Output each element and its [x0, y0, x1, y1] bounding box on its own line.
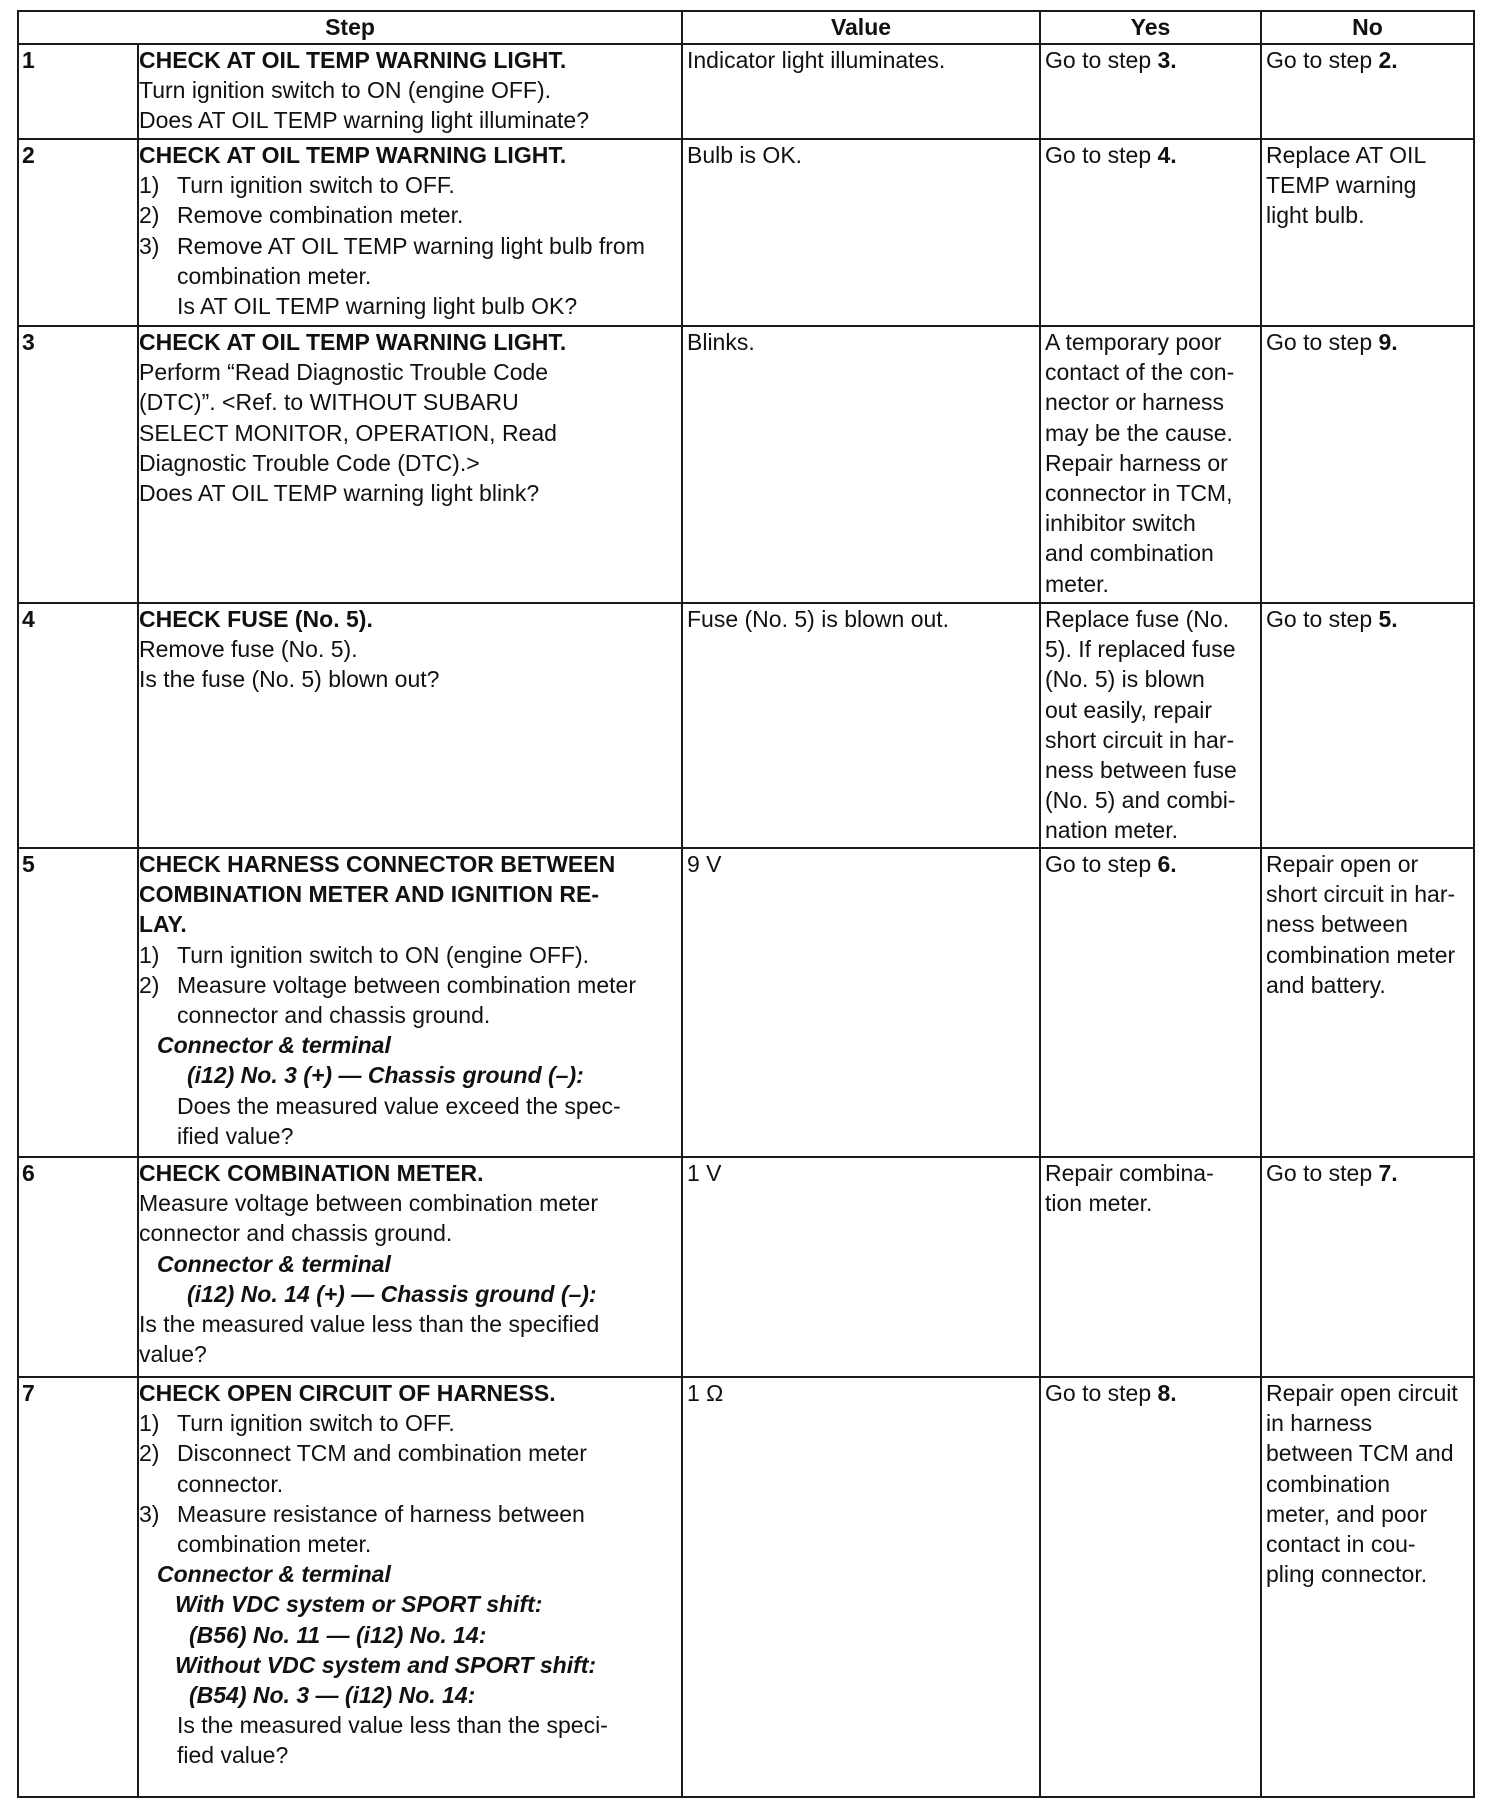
yes-text: A temporary poor [1045, 329, 1222, 355]
step-cell [138, 1157, 682, 1377]
value-cell: Bulb is OK. [682, 139, 1040, 326]
yes-text: and combination [1045, 540, 1214, 567]
no-cell [1261, 1377, 1474, 1797]
no-cell [1261, 44, 1474, 139]
yes-step-ref: 6. [1157, 851, 1177, 877]
yes-prefix: Go to step [1045, 142, 1158, 168]
step-title: CHECK COMBINATION METER. [139, 1160, 484, 1186]
no-step-ref: 2. [1378, 47, 1398, 73]
connector-terminal-label: Connector & terminal [157, 1250, 391, 1277]
header-yes: Yes [1040, 11, 1261, 44]
step-question: Does the measured value exceed the spec- [177, 1092, 621, 1119]
no-text: ness between [1266, 911, 1408, 938]
no-step-ref: 7. [1378, 1160, 1398, 1186]
value-cell: Blinks. [682, 326, 1040, 603]
step-cell [138, 848, 682, 1157]
connector-terminal-value: (i12) No. 3 (+) — Chassis ground (–): [187, 1062, 584, 1089]
connector-terminal-condition: With VDC system or SPORT shift: [175, 1591, 543, 1618]
no-text: and battery. [1266, 971, 1386, 998]
step-cell [138, 139, 682, 326]
no-prefix: Go to step [1266, 606, 1379, 632]
yes-text: Repair combina- [1045, 1160, 1214, 1186]
no-text: TEMP warning [1266, 172, 1417, 199]
step-cell [138, 1377, 682, 1797]
no-cell [1261, 1157, 1474, 1377]
step-item: 3) Measure resistance of harness between combination meter. [139, 1500, 585, 1558]
yes-step-ref: 4. [1157, 142, 1177, 168]
step-item: 1) Turn ignition switch to ON (engine OFF). [139, 941, 590, 968]
yes-text: tion meter. [1045, 1190, 1153, 1217]
yes-text: Replace fuse (No. [1045, 606, 1230, 632]
step-item: 2) Disconnect TCM and combination meter connector. [139, 1440, 587, 1497]
yes-text: 5). If replaced fuse [1045, 636, 1236, 663]
step-title: CHECK AT OIL TEMP WARNING LIGHT. [139, 47, 567, 73]
diagnostic-table [17, 10, 1475, 1798]
no-cell [1261, 326, 1474, 603]
no-text: between TCM and [1266, 1440, 1454, 1467]
step-number: 2 [18, 139, 138, 326]
step-number: 6 [18, 1157, 138, 1377]
step-number: 5 [18, 848, 138, 1157]
connector-terminal-condition: Without VDC system and SPORT shift: [175, 1651, 597, 1678]
step-item: 1) Turn ignition switch to OFF. [139, 172, 455, 199]
no-text: pling connector. [1266, 1561, 1428, 1588]
step-text: (DTC)”. <Ref. to WITHOUT SUBARU [139, 389, 519, 416]
step-title: CHECK FUSE (No. 5). [139, 606, 373, 632]
yes-prefix: Go to step [1045, 851, 1158, 877]
yes-text: may be the cause. [1045, 419, 1233, 446]
no-text: combination meter [1266, 941, 1456, 968]
yes-text: short circuit in har- [1045, 726, 1235, 753]
table-row [18, 139, 1474, 326]
no-text: short circuit in har- [1266, 881, 1456, 908]
yes-text: (No. 5) and combi- [1045, 787, 1236, 814]
header-value: Value [682, 11, 1040, 44]
step-cell [138, 603, 682, 848]
step-text: Perform “Read Diagnostic Trouble Code [139, 359, 549, 386]
connector-terminal-value: (B54) No. 3 — (i12) No. 14: [189, 1682, 476, 1709]
step-number: 3 [18, 326, 138, 603]
step-item: 2) Measure voltage between combination meter connector and chassis ground. [139, 971, 636, 1029]
yes-cell [1040, 326, 1261, 603]
step-text: Diagnostic Trouble Code (DTC).> [139, 449, 480, 476]
step-text: Measure voltage between combination meter [139, 1190, 598, 1217]
value-cell: Fuse (No. 5) is blown out. [682, 603, 1040, 848]
step-question: Is AT OIL TEMP warning light bulb OK? [177, 293, 578, 320]
step-question: Is the measured value less than the speci- [177, 1712, 608, 1739]
table-header-row [18, 11, 1474, 44]
yes-text: out easily, repair [1045, 696, 1213, 723]
step-question: Does AT OIL TEMP warning light illuminate? [139, 107, 589, 134]
yes-cell [1040, 603, 1261, 848]
no-text: Repair open circuit [1266, 1380, 1458, 1406]
no-text: meter, and poor [1266, 1500, 1428, 1527]
no-text: combination [1266, 1470, 1391, 1497]
yes-cell [1040, 1157, 1261, 1377]
step-title: CHECK HARNESS CONNECTOR BETWEEN [139, 851, 616, 877]
connector-terminal-value: (B56) No. 11 — (i12) No. 14: [189, 1621, 487, 1648]
yes-text: ness between fuse [1045, 757, 1237, 784]
step-question: value? [139, 1341, 207, 1368]
step-title: CHECK AT OIL TEMP WARNING LIGHT. [139, 329, 567, 355]
step-question: Is the measured value less than the specified [139, 1311, 600, 1338]
value-cell: 1 V [682, 1157, 1040, 1377]
step-title: LAY. [139, 911, 187, 938]
no-cell [1261, 848, 1474, 1157]
value-cell: Indicator light illuminates. [682, 44, 1040, 139]
yes-text: (No. 5) is blown [1045, 666, 1205, 693]
step-item: 1) Turn ignition switch to OFF. [139, 1410, 455, 1437]
step-text: SELECT MONITOR, OPERATION, Read [139, 419, 557, 446]
yes-cell [1040, 139, 1261, 326]
step-text: Turn ignition switch to ON (engine OFF). [139, 77, 552, 104]
no-step-ref: 5. [1378, 606, 1398, 632]
value-cell: 1 Ω [682, 1377, 1040, 1797]
step-text: connector and chassis ground. [139, 1220, 453, 1247]
step-question: ified value? [177, 1122, 294, 1149]
yes-text: nector or harness [1045, 389, 1224, 416]
table-row [18, 44, 1474, 139]
no-text: contact in cou- [1266, 1531, 1416, 1558]
step-text: Remove fuse (No. 5). [139, 636, 358, 663]
no-prefix: Go to step [1266, 47, 1379, 73]
header-no: No [1261, 11, 1474, 44]
step-item: 3) Remove AT OIL TEMP warning light bulb from combination meter. [139, 232, 645, 289]
no-text: light bulb. [1266, 202, 1365, 229]
yes-prefix: Go to step [1045, 1380, 1158, 1406]
step-number: 1 [18, 44, 138, 139]
connector-terminal-label: Connector & terminal [157, 1561, 391, 1588]
yes-text: nation meter. [1045, 817, 1178, 844]
header-step: Step [18, 11, 682, 44]
yes-text: contact of the con- [1045, 359, 1235, 386]
no-prefix: Go to step [1266, 1160, 1379, 1186]
step-question: Is the fuse (No. 5) blown out? [139, 666, 440, 693]
step-number: 7 [18, 1377, 138, 1797]
yes-step-ref: 3. [1157, 47, 1177, 73]
table-row [18, 603, 1474, 848]
step-item: 2) Remove combination meter. [139, 202, 464, 229]
connector-terminal-label: Connector & terminal [157, 1032, 391, 1059]
yes-step-ref: 8. [1157, 1380, 1177, 1406]
yes-text: Repair harness or [1045, 449, 1228, 476]
yes-text: inhibitor switch [1045, 510, 1196, 537]
no-cell [1261, 603, 1474, 848]
no-text: Replace AT OIL [1266, 142, 1427, 168]
step-cell [138, 326, 682, 603]
no-cell [1261, 139, 1474, 326]
value-cell: 9 V [682, 848, 1040, 1157]
no-text: in harness [1266, 1410, 1373, 1437]
step-cell [138, 44, 682, 139]
no-step-ref: 9. [1378, 329, 1398, 355]
yes-cell [1040, 848, 1261, 1157]
diagnostic-procedure-document [17, 10, 1473, 1798]
step-number: 4 [18, 603, 138, 848]
table-row [18, 326, 1474, 603]
table-row [18, 848, 1474, 1157]
yes-cell [1040, 44, 1261, 139]
step-question: Does AT OIL TEMP warning light blink? [139, 480, 540, 507]
step-title: CHECK OPEN CIRCUIT OF HARNESS. [139, 1380, 556, 1406]
table-row [18, 1157, 1474, 1377]
no-text: Repair open or [1266, 851, 1419, 877]
yes-prefix: Go to step [1045, 47, 1158, 73]
yes-text: connector in TCM, [1045, 480, 1233, 507]
yes-text: meter. [1045, 570, 1109, 597]
step-title: CHECK AT OIL TEMP WARNING LIGHT. [139, 142, 567, 168]
table-row [18, 1377, 1474, 1797]
connector-terminal-value: (i12) No. 14 (+) — Chassis ground (–): [187, 1280, 597, 1307]
step-title: COMBINATION METER AND IGNITION RE- [139, 881, 599, 908]
yes-cell [1040, 1377, 1261, 1797]
step-question: fied value? [177, 1742, 289, 1769]
no-prefix: Go to step [1266, 329, 1379, 355]
